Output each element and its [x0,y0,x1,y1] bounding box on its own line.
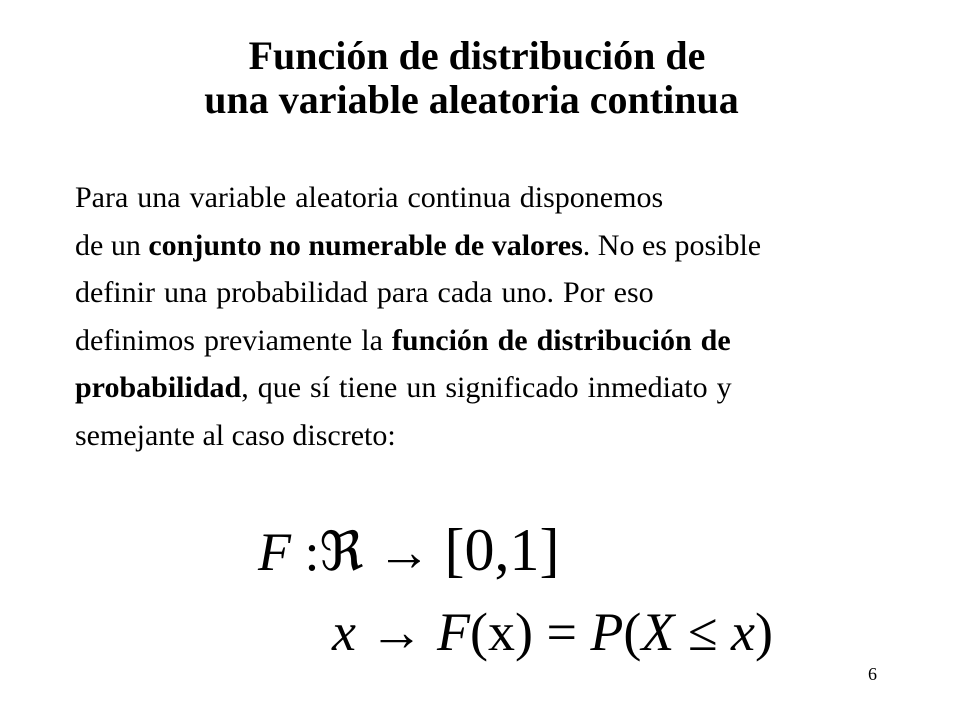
formula-F-argument: (x) [469,602,533,662]
formula-arrow-2: → [355,602,437,662]
formula-colon: : [291,522,320,582]
formula-open-paren: ( [623,602,642,662]
title-line-2: una variable aleatoria continua [204,77,739,122]
formula-definition [332,600,773,664]
formula-equals: = [532,602,591,662]
formula-F-2: F [436,602,470,662]
paragraph-line-6: semejante al caso discreto: [75,418,396,452]
formula-x-2: x [731,602,755,662]
emphasis-distribution-function: función de distribución de [391,323,731,357]
paragraph-line-2-start: de un [75,228,149,262]
emphasis-probability: probabilidad [75,371,242,404]
formula-P: P [590,602,624,662]
page-number: 6 [868,664,877,684]
emphasis-non-numerable-set: conjunto no numerable de valores [148,228,583,262]
formula-interval: [0,1] [444,517,560,583]
paragraph-line-5-end: , que sí tiene un significado inmediato y [241,371,732,404]
paragraph-line-1: Para una variable aleatoria continua disponemos [75,181,664,214]
formula-close-paren: ) [755,602,773,662]
paragraph-line-2-end: . No es posible [582,228,762,262]
paragraph-line-4-start: definimos previamente la [75,323,392,357]
paragraph-line-4 [75,317,955,365]
formula-leq: ≤ [674,602,732,662]
paragraph-line-3: definir una probabilidad para cada uno. Por eso [75,276,654,309]
formula-function-mapping [258,518,559,584]
paragraph-line-2 [75,222,955,270]
formula-x: x [332,602,356,662]
slide-title [0,34,960,122]
formula-reals-symbol: ℜ [319,522,364,582]
body-paragraph [75,174,955,459]
formula-F: F [258,522,291,582]
formula-X: X [641,602,675,662]
formula-arrow: → [363,522,445,582]
title-line-1: Función de distribución de [248,33,706,78]
paragraph-line-5 [75,364,955,412]
